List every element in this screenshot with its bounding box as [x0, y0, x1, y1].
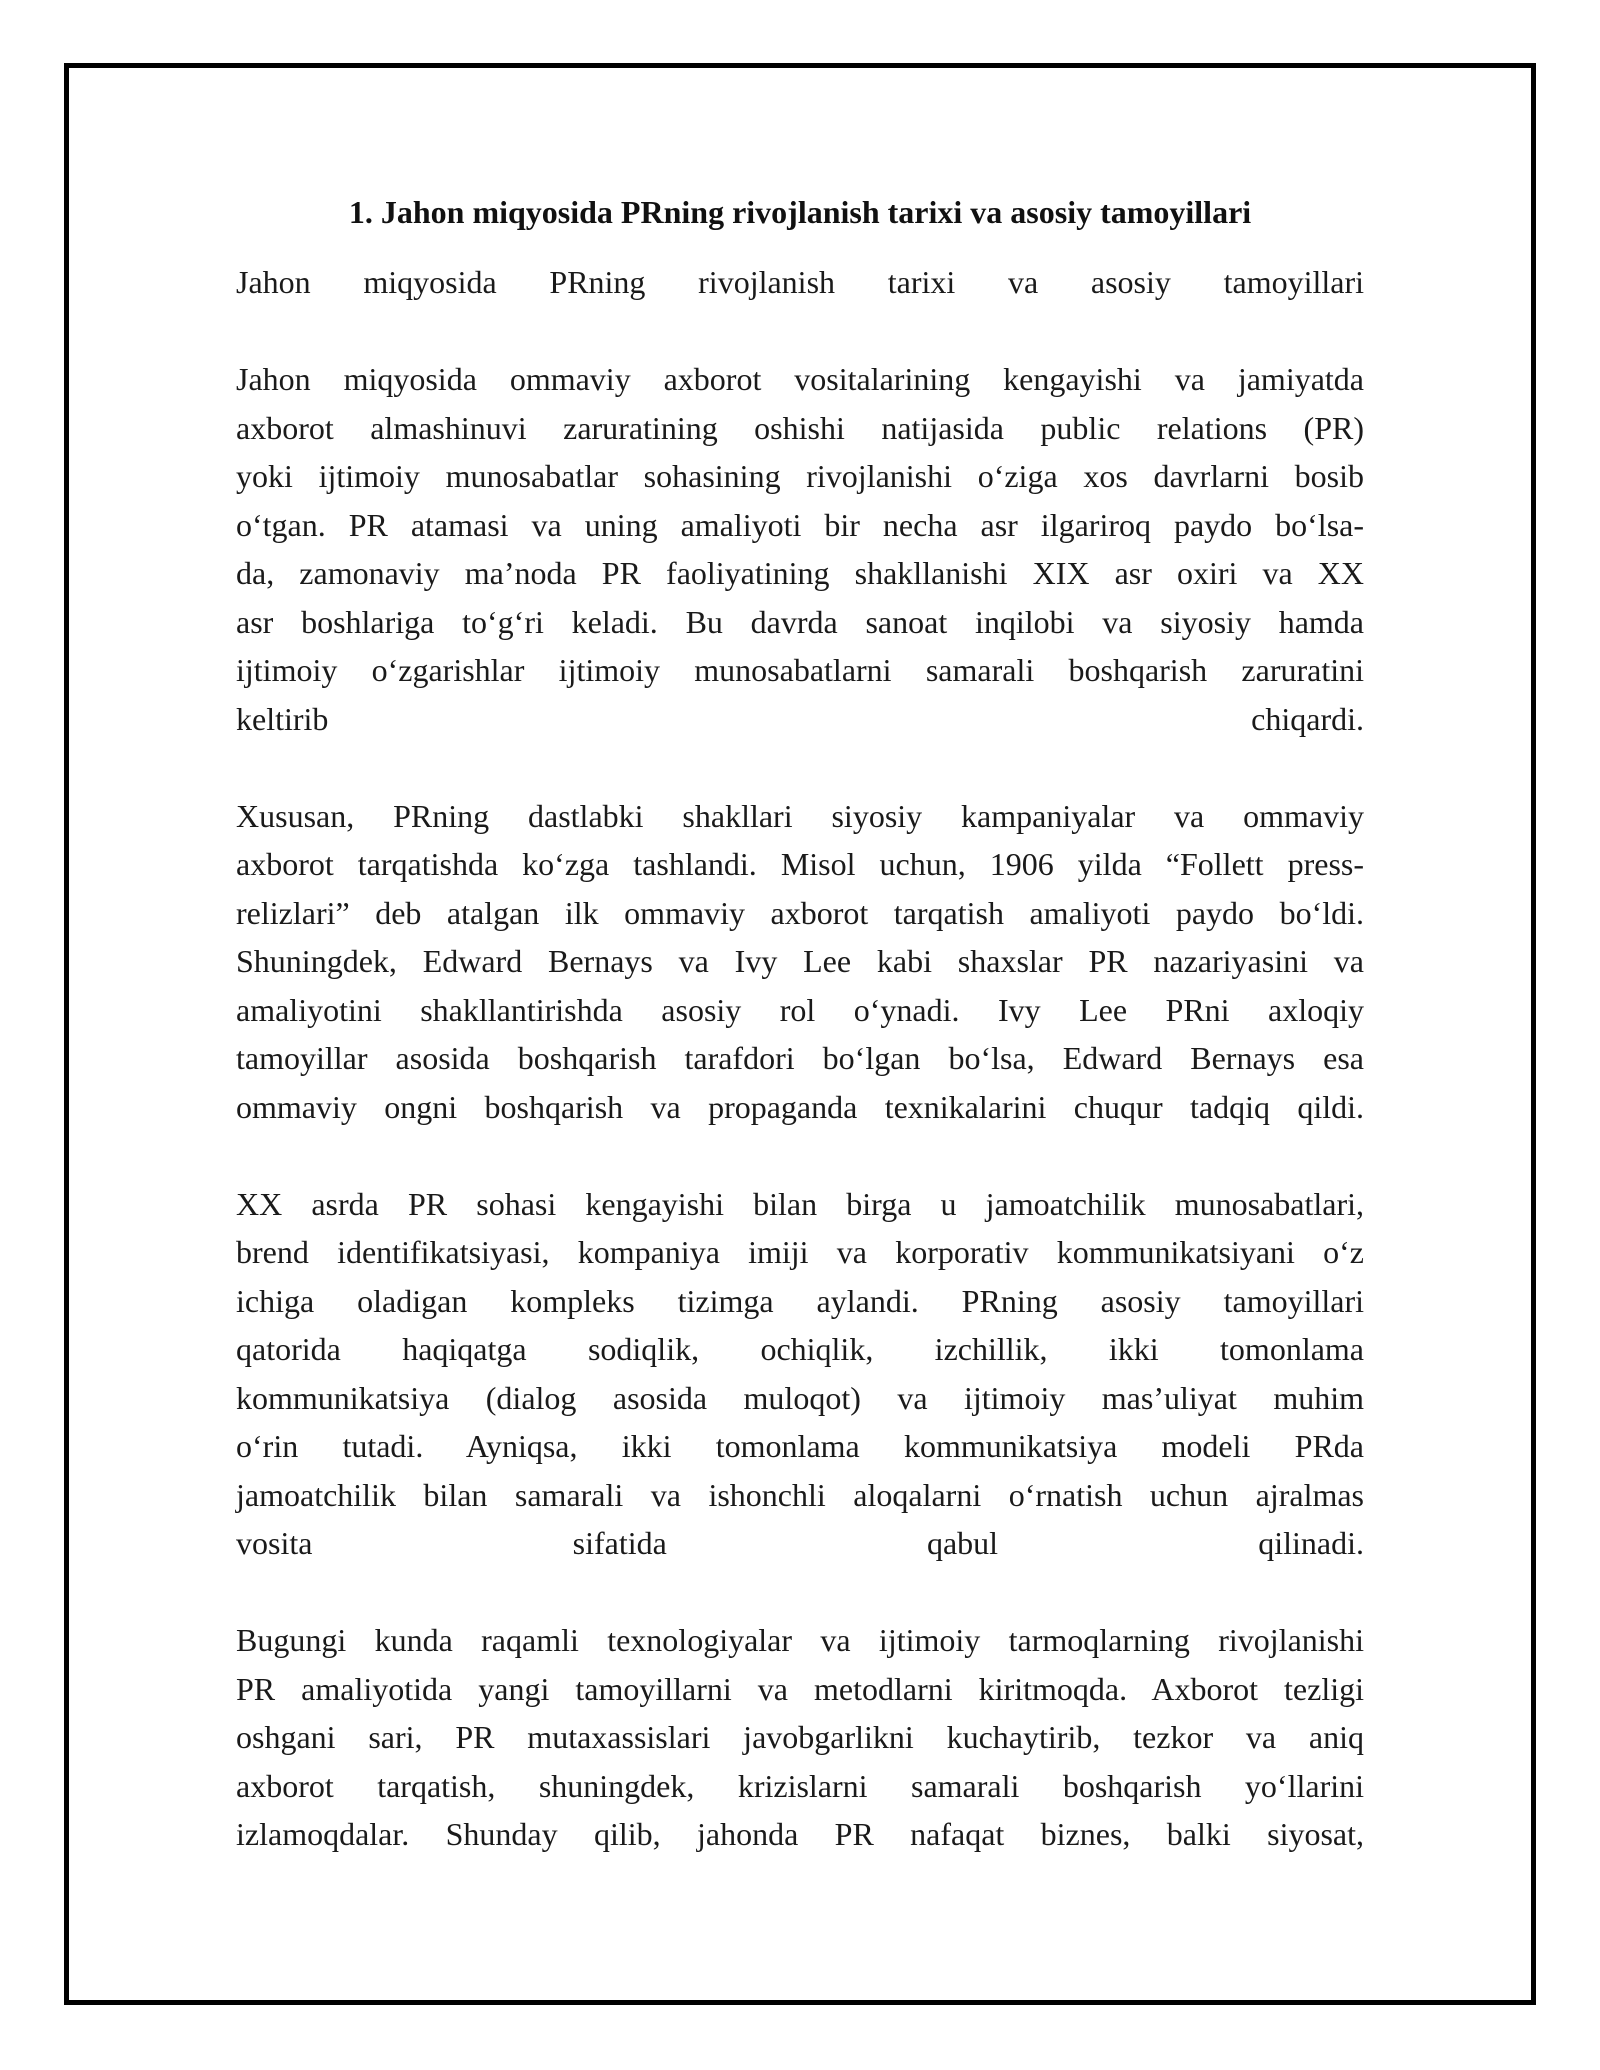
text-line: oshgani sari, PR mutaxassislari javobgarlikni kuchaytirib, tezkor va aniq	[236, 1719, 1364, 1755]
paragraph	[236, 1180, 1364, 1568]
text-line: qatorida haqiqatga sodiqlik, ochiqlik, izchillik, ikki tomonlama	[236, 1331, 1364, 1367]
paragraph-gap	[236, 307, 1364, 356]
subtitle-line	[236, 258, 1364, 307]
paragraph	[236, 792, 1364, 1132]
text-line: o‘rin tutadi. Ayniqsa, ikki tomonlama kommunikatsiya modeli PRda	[236, 1428, 1364, 1464]
text-line: tamoyillar asosida boshqarish tarafdori bo‘lgan bo‘lsa, Edward Bernays esa	[236, 1040, 1364, 1076]
text-line: asr boshlariga to‘g‘ri keladi. Bu davrda sanoat inqilobi va siyosiy hamda	[236, 603, 1364, 640]
text-line: Bugungi kunda raqamli texnologiyalar va ijtimoiy tarmoqlarning rivojlanishi	[236, 1622, 1364, 1658]
document-body	[236, 188, 1364, 1859]
text-line: o‘tgan. PR atamasi va uning amaliyoti bir necha asr ilgariroq paydo bo‘lsa-	[236, 506, 1364, 543]
text-line: XX asrda PR sohasi kengayishi bilan birga u jamoatchilik munosabatlari,	[236, 1185, 1364, 1222]
text-line: Shuningdek, Edward Bernays va Ivy Lee kabi shaxslar PR nazariyasini va	[236, 943, 1364, 979]
text-line: ichiga oladigan kompleks tizimga aylandi. PRning asosiy tamoyillari	[236, 1282, 1364, 1319]
text-line: axborot tarqatish, shuningdek, krizislarni samarali boshqarish yo‘llarini	[236, 1767, 1364, 1804]
paragraph-gap	[236, 743, 1364, 792]
paragraph-gap	[236, 1131, 1364, 1180]
text-line: Xususan, PRning dastlabki shakllari siyosiy kampaniyalar va ommaviy	[236, 797, 1364, 834]
text-line: brend identifikatsiyasi, kompaniya imiji va korporativ kommunikatsiyani o‘z	[236, 1234, 1364, 1270]
paragraph-gap	[236, 1568, 1364, 1617]
document-title: 1. Jahon miqyosida PRning rivojlanish tarixi va asosiy tamoyillari	[348, 194, 1252, 230]
text-line: ijtimoiy o‘zgarishlar ijtimoiy munosabatlarni samarali boshqarish zaruratini	[236, 652, 1364, 688]
text-line: PR amaliyotida yangi tamoyillarni va metodlarni kiritmoqda. Axborot tezligi	[236, 1670, 1364, 1707]
text-line: axborot almashinuvi zaruratining oshishi natijasida public relations (PR)	[236, 409, 1364, 446]
text-line: ommaviy ongni boshqarish va propaganda texnikalarini chuqur tadqiq qildi.	[236, 1088, 1364, 1125]
text-line: izlamoqdalar. Shunday qilib, jahonda PR nafaqat biznes, balki siyosat,	[236, 1816, 1364, 1852]
paragraph	[236, 1616, 1364, 1859]
text-line: jamoatchilik bilan samarali va ishonchli aloqalarni o‘rnatish uchun ajralmas	[236, 1476, 1364, 1513]
text-line: axborot tarqatishda ko‘zga tashlandi. Misol uchun, 1906 yilda “Follett press-	[236, 846, 1364, 882]
text-line: Jahon miqyosida PRning rivojlanish tarixi va asosiy tamoyillari	[236, 264, 1364, 300]
text-line: kommunikatsiya (dialog asosida muloqot) va ijtimoiy mas’uliyat muhim	[236, 1379, 1364, 1416]
paragraph	[236, 355, 1364, 743]
text-line: yoki ijtimoiy munosabatlar sohasining rivojlanishi o‘ziga xos davrlarni bosib	[236, 458, 1364, 494]
text-line: relizlari” deb atalgan ilk ommaviy axborot tarqatish amaliyoti paydo bo‘ldi.	[236, 894, 1364, 931]
text-line: keltirib chiqardi.	[236, 700, 1364, 737]
text-line: da, zamonaviy ma’noda PR faoliyatining shakllanishi XIX asr oxiri va XX	[236, 555, 1364, 591]
text-line: vosita sifatida qabul qilinadi.	[236, 1525, 1364, 1561]
text-line: Jahon miqyosida ommaviy axborot vositalarining kengayishi va jamiyatda	[236, 361, 1364, 397]
text-line: amaliyotini shakllantirishda asosiy rol o‘ynadi. Ivy Lee PRni axloqiy	[236, 991, 1364, 1028]
